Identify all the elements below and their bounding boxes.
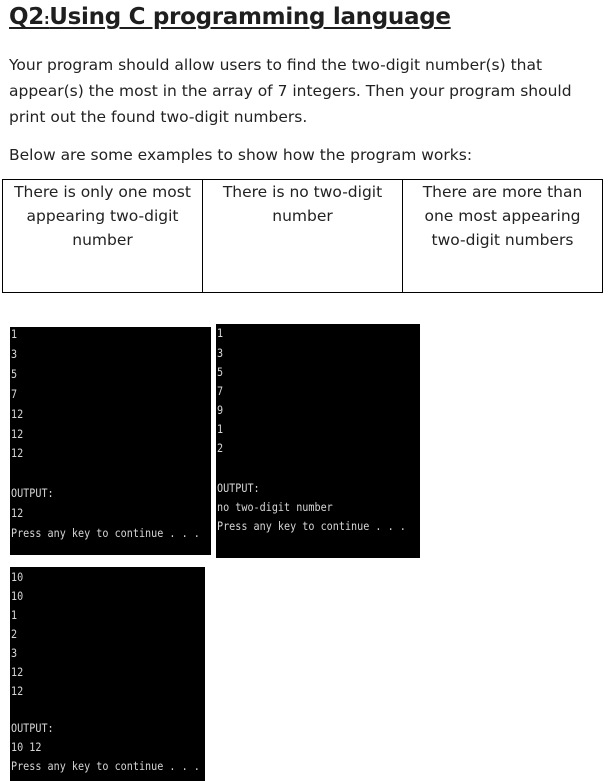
console-input-line: 3 <box>11 646 18 660</box>
console-example-2 <box>216 324 420 558</box>
console-input-line: 12 <box>11 446 24 460</box>
console-input-line: 7 <box>217 384 224 398</box>
console-input-line: 1 <box>11 608 18 622</box>
console-input-line: 1 <box>11 327 18 341</box>
console-output-label: OUTPUT: <box>11 486 54 500</box>
cases-table <box>2 179 603 293</box>
question-title <box>9 4 451 30</box>
console-input-line: 5 <box>217 365 224 379</box>
console-input-line: 10 <box>11 570 24 584</box>
console-input-line: 9 <box>217 403 224 417</box>
console-input-line: 12 <box>11 407 24 421</box>
console-input-line: 7 <box>11 387 18 401</box>
console-input-line: 12 <box>11 427 24 441</box>
console-input-line: 1 <box>217 326 224 340</box>
question-number: Q2 <box>9 4 44 30</box>
console-input-line: 10 <box>11 589 24 603</box>
console-continue-prompt: Press any key to continue . . . <box>217 519 406 533</box>
console-example-3 <box>10 567 205 781</box>
case-cell-one-most: There is only one most appearing two-digit number <box>3 180 203 293</box>
case-cell-multiple: There are more than one most appearing two-digit numbers <box>403 180 603 293</box>
question-heading: Using C programming language <box>49 4 451 30</box>
console-input-line: 3 <box>217 346 224 360</box>
console-input-line: 5 <box>11 367 18 381</box>
console-output-value: no two-digit number <box>217 500 333 514</box>
console-output-value: 12 <box>11 506 24 520</box>
cases-row <box>3 180 603 293</box>
console-input-line: 2 <box>217 441 224 455</box>
console-continue-prompt: Press any key to continue . . . <box>11 526 200 540</box>
console-continue-prompt: Press any key to continue . . . <box>11 759 200 773</box>
console-input-line: 1 <box>217 422 224 436</box>
console-input-line: 12 <box>11 665 24 679</box>
intro-paragraph: Your program should allow users to find the two-digit number(s) that appear(s) the most in the array of 7 integers. Then your program should print out the found two-digit numbers. <box>9 56 572 126</box>
examples-intro: Below are some examples to show how the program works: <box>9 146 473 164</box>
question-colon: : <box>43 12 50 28</box>
console-output-value: 10 12 <box>11 740 42 754</box>
case-cell-none: There is no two-digit number <box>203 180 403 293</box>
console-input-line: 2 <box>11 627 18 641</box>
console-output-label: OUTPUT: <box>11 721 54 735</box>
console-input-line: 3 <box>11 347 18 361</box>
console-input-line: 12 <box>11 684 24 698</box>
console-example-1 <box>10 327 211 555</box>
console-output-label: OUTPUT: <box>217 481 260 495</box>
